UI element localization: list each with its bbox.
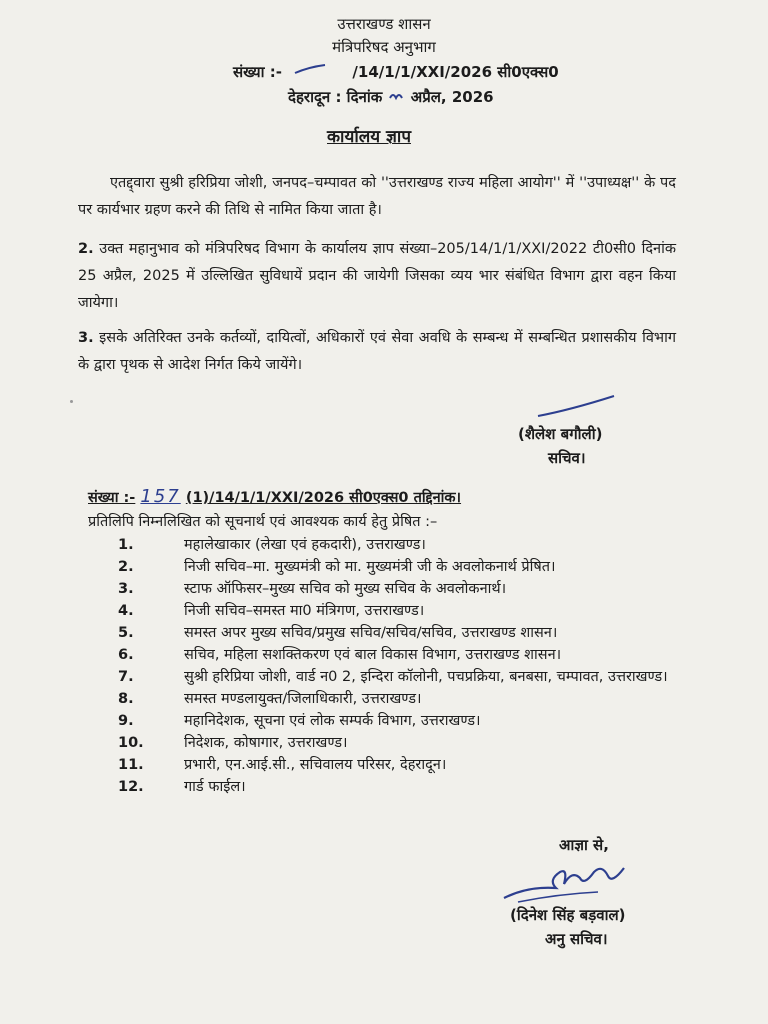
ref-handwritten-mark [287, 63, 347, 81]
ref-number: /14/1/1/XXI/2026 सी0एक्स0 [352, 63, 559, 81]
list-item-text: निजी सचिव–मा. मुख्यमंत्री को मा. मुख्यमंत्री जी के अवलोकनार्थ प्रेषित। [184, 559, 556, 575]
header-reference-line [233, 62, 559, 82]
list-item-number: 12. [118, 779, 144, 795]
ref-label: संख्या :- [233, 63, 282, 81]
list-item [118, 578, 688, 600]
copy-reference-line [88, 486, 461, 507]
paragraph-1: एतद्द्वारा सुश्री हरिप्रिया जोशी, जनपद–चम्पावत को ''उत्तराखण्ड राज्य महिला आयोग'' में ''उपाध्यक्ष'' के पद पर कार्यभार ग्रहण करने की तिथि से नामित किया जाता है। [78, 175, 676, 218]
copy-intro: प्रतिलिपि निम्नलिखित को सूचनार्थ एवं आवश्यक कार्य हेतु प्रेषित :– [88, 514, 438, 530]
list-item [118, 534, 688, 556]
paragraph-3 [78, 325, 676, 379]
list-item-number: 9. [118, 713, 134, 729]
date-handwritten-mark [388, 88, 406, 106]
list-item-number: 2. [118, 559, 134, 575]
paragraph-3-text: इसके अतिरिक्त उनके कर्तव्यों, दायित्वों, अधिकारों एवं सेवा अवधि के सम्बन्ध में सम्बन्धित प्रशासकीय विभाग के द्वारा पृथक से आदेश निर्गत किये जायेंगे। [78, 330, 676, 373]
list-item-text: गार्ड फाईल। [184, 779, 246, 795]
list-item [118, 688, 688, 710]
list-item [118, 776, 688, 798]
list-item-text: सुश्री हरिप्रिया जोशी, वार्ड न0 2, इन्दिरा कॉलोनी, पचप्रक्रिया, बनबसा, चम्पावत, उत्तराखण्ड। [184, 669, 668, 685]
signature-1 [530, 392, 620, 426]
list-item-text: समस्त अपर मुख्य सचिव/प्रमुख सचिव/सचिव/सचिव, उत्तराखण्ड शासन। [184, 625, 558, 641]
list-item [118, 754, 688, 776]
signature-2 [498, 858, 638, 912]
list-item-number: 5. [118, 625, 134, 641]
list-item [118, 644, 688, 666]
list-item [118, 600, 688, 622]
paragraph-2 [78, 236, 676, 317]
signatory-1-designation: सचिव। [548, 449, 586, 467]
paragraph-2-text: उक्त महानुभाव को मंत्रिपरिषद विभाग के कार्यालय ज्ञाप संख्या–205/14/1/1/XXI/2022 टी0सी0 दिनांक 25 अप्रैल, 2025 में उल्लिखित सुविधायें प्रदान की जायेगी जिसका व्यय भार संबंधित विभाग द्वारा वहन किया जायेगा। [78, 241, 676, 311]
handwritten-date-icon [388, 90, 406, 102]
copy-ref-label: संख्या :- [88, 490, 136, 506]
distribution-list [118, 534, 688, 798]
list-item-number: 8. [118, 691, 134, 707]
list-item-text: स्टाफ ऑफिसर–मुख्य सचिव को मुख्य सचिव के अवलोकनार्थ। [184, 581, 507, 597]
list-item [118, 556, 688, 578]
list-item [118, 732, 688, 754]
order-text: आज्ञा से, [559, 836, 609, 854]
copy-ref-rest: (1)/14/1/1/XXI/2026 सी0एक्स0 तद्दिनांक। [185, 490, 462, 506]
list-item-text: सचिव, महिला सशक्तिकरण एवं बाल विकास विभाग, उत्तराखण्ड शासन। [184, 647, 562, 663]
signatory-2-designation: अनु सचिव। [545, 930, 608, 948]
list-item-number: 11. [118, 757, 144, 773]
list-item-number: 7. [118, 669, 134, 685]
list-item-text: समस्त मण्डलायुक्त/जिलाधिकारी, उत्तराखण्ड। [184, 691, 422, 707]
copy-ref-handwritten-number: 157 [140, 486, 181, 507]
memo-title: कार्यालय ज्ञाप [327, 127, 411, 147]
list-item-text: प्रभारी, एन.आई.सी., सचिवालय परिसर, देहरादून। [184, 757, 447, 773]
list-item-number: 6. [118, 647, 134, 663]
signature-scribble-icon [498, 858, 638, 908]
list-item [118, 622, 688, 644]
list-item-number: 3. [118, 581, 134, 597]
list-item-number: 10. [118, 735, 144, 751]
signatory-2-name: (दिनेश सिंह बड़वाल) [510, 906, 626, 924]
date-label: देहरादून : दिनांक [288, 88, 383, 106]
date-rest: अप्रैल, 2026 [410, 88, 494, 106]
pen-mark-icon [287, 63, 337, 77]
signatory-1-name: (शैलेश बगौली) [518, 425, 603, 443]
signature-stroke-icon [530, 392, 620, 422]
list-item-text: निजी सचिव–समस्त मा0 मंत्रिगण, उत्तराखण्ड। [184, 603, 425, 619]
list-item-number: 4. [118, 603, 134, 619]
list-item [118, 666, 688, 688]
list-item-text: निदेशक, कोषागार, उत्तराखण्ड। [184, 735, 348, 751]
list-item-number: 1. [118, 537, 134, 553]
paragraph-2-number: 2. [78, 241, 94, 257]
list-item-text: महालेखाकार (लेखा एवं हकदारी), उत्तराखण्ड। [184, 537, 426, 553]
header-section: मंत्रिपरिषद अनुभाग [332, 38, 436, 56]
list-item-text: महानिदेशक, सूचना एवं लोक सम्पर्क विभाग, उत्तराखण्ड। [184, 713, 481, 729]
scan-speck [70, 400, 73, 403]
header-government: उत्तराखण्ड शासन [337, 15, 431, 33]
paragraph-3-number: 3. [78, 330, 94, 346]
header-date-line [288, 87, 494, 107]
list-item [118, 710, 688, 732]
